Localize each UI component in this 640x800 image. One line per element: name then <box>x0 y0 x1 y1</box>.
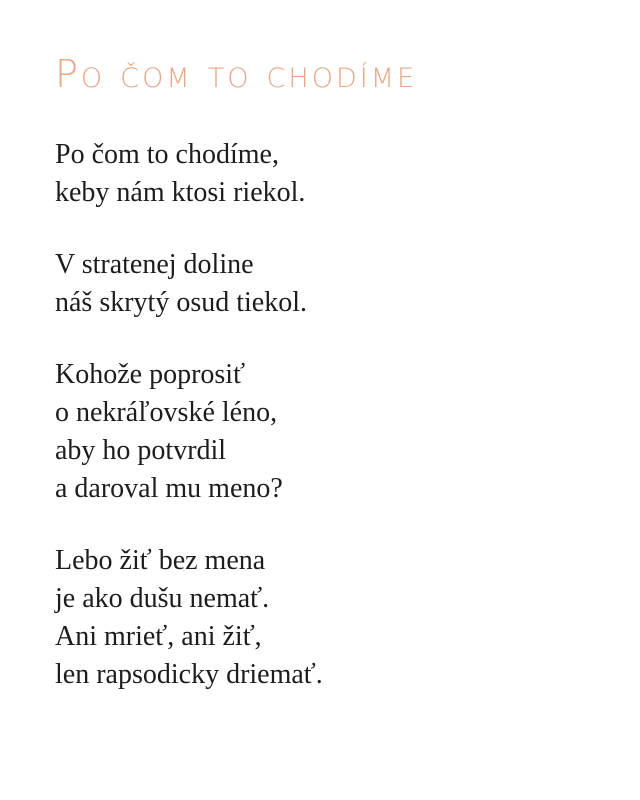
poem-line: Lebo žiť bez mena <box>55 545 266 576</box>
poem-line: o nekráľovské léno, <box>55 397 278 428</box>
poem-title: Po čom to chodíme <box>55 52 418 96</box>
poem-line: Po čom to chodíme, <box>55 139 279 170</box>
stanza-1 <box>55 136 615 212</box>
poem-line: aby ho potvrdil <box>55 435 227 466</box>
poem-line: V stratenej doline <box>55 249 254 280</box>
stanza-2 <box>55 246 615 322</box>
poem-page <box>55 48 615 728</box>
stanza-3 <box>55 356 615 508</box>
stanza-4 <box>55 542 615 694</box>
poem-line: Kohože poprosiť <box>55 359 246 390</box>
poem-line: len rapsodicky driemať. <box>55 659 323 690</box>
poem-line: Ani mrieť, ani žiť, <box>55 621 262 652</box>
poem-line: a daroval mu meno? <box>55 473 283 504</box>
poem-line: keby nám ktosi riekol. <box>55 177 306 208</box>
poem-line: je ako dušu nemať. <box>55 583 270 614</box>
poem-line: náš skrytý osud tiekol. <box>55 287 307 318</box>
